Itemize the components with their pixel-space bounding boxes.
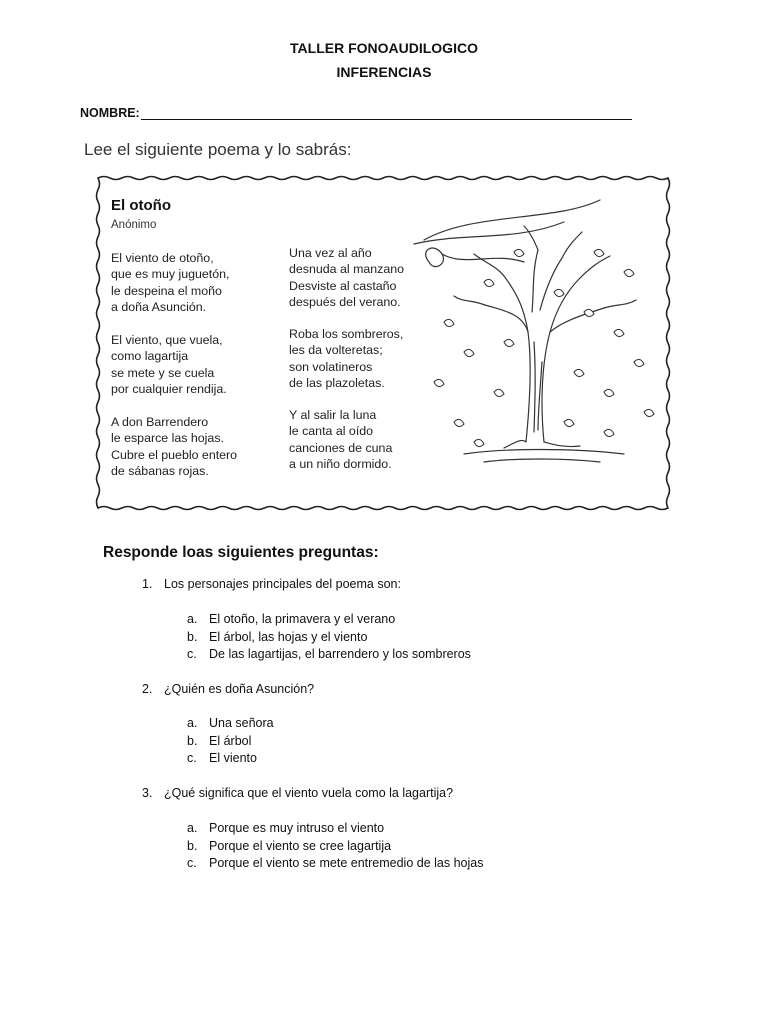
answer-option xyxy=(187,839,607,855)
option-letter: c. xyxy=(187,647,197,661)
name-blank-line xyxy=(141,107,632,120)
option-text: Porque es muy intruso el viento xyxy=(209,821,385,835)
option-text: Una señora xyxy=(209,716,274,730)
poem-stanza: El viento de otoño, que es muy juguetón, le despeina el moño a doña Asunción. xyxy=(111,251,230,315)
poem-stanza: Roba los sombreros, les da volteretas; son volatineros de las plazoletas. xyxy=(289,327,404,391)
option-letter: b. xyxy=(187,838,198,853)
question xyxy=(142,786,642,802)
name-label: NOMBRE: xyxy=(80,106,140,120)
answer-option xyxy=(187,716,607,732)
option-letter: c. xyxy=(187,751,197,765)
question-number: 3. xyxy=(142,786,153,800)
answer-option xyxy=(187,751,607,767)
option-text: De las lagartijas, el barrendero y los sombreros xyxy=(209,647,471,661)
answer-option xyxy=(187,612,607,628)
name-field xyxy=(80,106,632,120)
question xyxy=(142,577,642,593)
question-number: 2. xyxy=(142,682,153,696)
poem-stanza: Una vez al año desnuda al manzano Desviste al castaño después del verano. xyxy=(289,246,405,310)
answer-option xyxy=(187,821,607,837)
option-text: Porque el viento se mete entremedio de las hojas xyxy=(209,856,484,870)
poem-stanza: Y al salir la luna le canta al oído canciones de cuna a un niño dormido. xyxy=(289,408,393,472)
worksheet-title: TALLER FONOAUDILOGICO xyxy=(290,40,478,56)
option-text: El viento xyxy=(209,751,257,765)
autumn-tree-illustration xyxy=(404,192,666,492)
question-text: Los personajes principales del poema son: xyxy=(164,577,401,591)
poem-author: Anónimo xyxy=(111,219,157,231)
poem-title: El otoño xyxy=(111,197,171,214)
option-letter: c. xyxy=(187,856,197,870)
option-text: El árbol xyxy=(209,733,252,748)
questions-heading: Responde loas siguientes preguntas: xyxy=(103,544,379,561)
option-text: El árbol, las hojas y el viento xyxy=(209,629,368,644)
question xyxy=(142,682,642,698)
question-text: ¿Qué significa que el viento vuela como la lagartija? xyxy=(164,786,454,800)
answer-option xyxy=(187,734,607,750)
option-text: El otoño, la primavera y el verano xyxy=(209,612,396,626)
option-letter: b. xyxy=(187,629,198,644)
worksheet-subtitle: INFERENCIAS xyxy=(336,64,432,80)
option-letter: a. xyxy=(187,716,198,730)
poem-stanza: A don Barrendero le esparce las hojas. Cubre el pueblo entero de sábanas rojas. xyxy=(111,415,238,479)
intro-instruction: Lee el siguiente poema y lo sabrás: xyxy=(84,140,352,159)
option-letter: b. xyxy=(187,733,198,748)
option-letter: a. xyxy=(187,821,198,835)
option-text: Porque el viento se cree lagartija xyxy=(209,838,392,853)
poem-stanza: El viento, que vuela, como lagartija se mete y se cuela por cualquier rendija. xyxy=(111,333,227,397)
answer-option xyxy=(187,647,607,663)
answer-option xyxy=(187,856,607,872)
answer-option xyxy=(187,630,607,646)
question-number: 1. xyxy=(142,577,153,591)
option-letter: a. xyxy=(187,612,198,626)
question-text: ¿Quién es doña Asunción? xyxy=(164,682,315,696)
